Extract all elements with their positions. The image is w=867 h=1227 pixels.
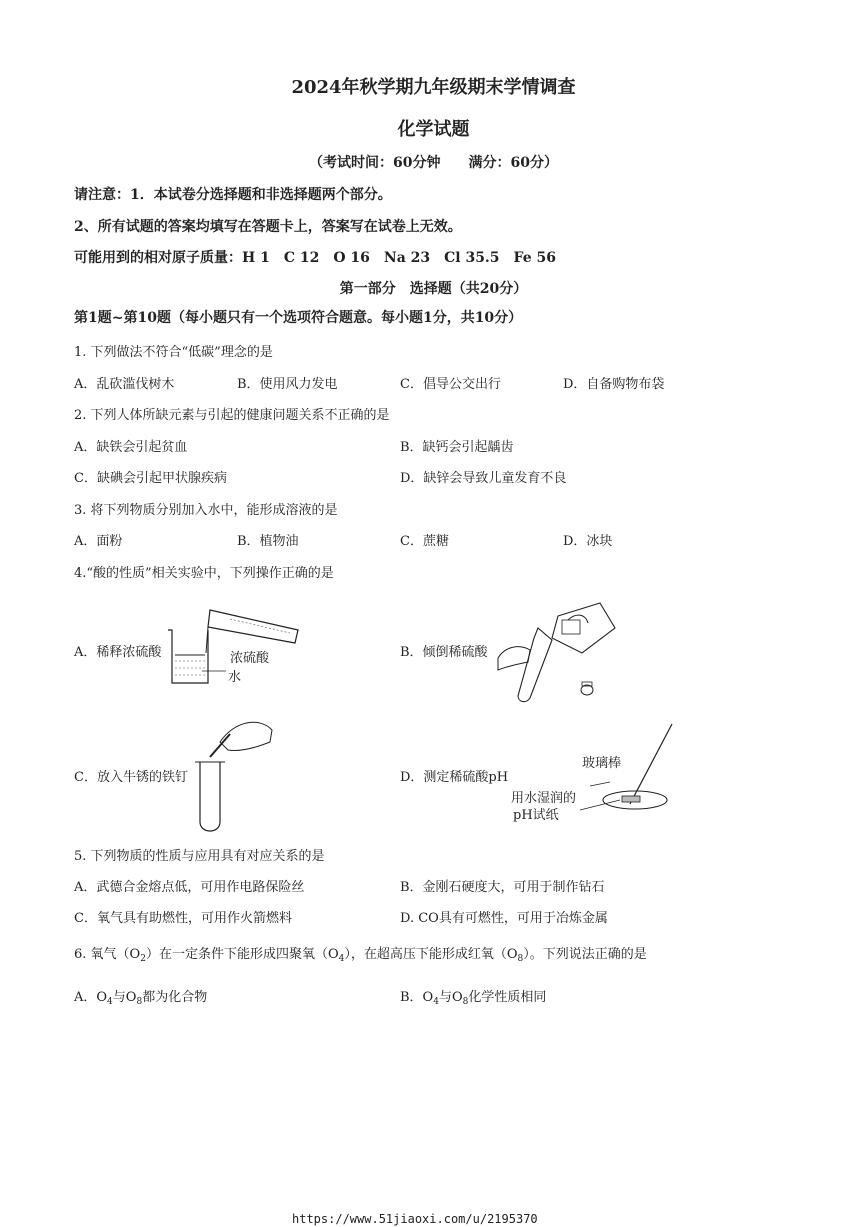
section-title: 第一部分 选择题（共20分） bbox=[339, 281, 528, 297]
q5-option-b: B．金刚石硬度大，可用于制作钻石 bbox=[400, 880, 605, 895]
q6-stem: 6. 氧气$(O_2)$在一定条件下能形成四聚氧$(O_4)$，在超高压下能形成红氧$(O_8)$。下列说法正确的是 bbox=[74, 947, 647, 964]
section-instruction: 第1题~第10题（每小题只有一个选项符合题意。每小题1分，共10分） bbox=[74, 310, 523, 326]
q2-option-b: B．缺钙会引起龋齿 bbox=[400, 440, 514, 455]
q1-stem: 1. 下列做法不符合“低碳”理念的是 bbox=[74, 345, 273, 360]
q4-option-a: A．稀释浓硫酸 bbox=[74, 645, 162, 660]
note-1: 请注意：1．本试卷分选择题和非选择题两个部分。 bbox=[74, 187, 392, 203]
q5-option-c: C．氧气具有助燃性，可用作火箭燃料 bbox=[74, 911, 292, 926]
label-water: 水 bbox=[228, 670, 242, 685]
q5-option-a: A．武德合金熔点低，可用作电路保险丝 bbox=[74, 880, 305, 895]
q3-option-c: C．蔗糖 bbox=[400, 534, 449, 549]
q5-stem: 5. 下列物质的性质与应用具有对应关系的是 bbox=[74, 849, 325, 864]
note-2: 2、所有试题的答案均填写在答题卡上，答案写在试卷上无效。 bbox=[74, 219, 462, 235]
q5-option-d: D. CO具有可燃性，可用于冶炼金属 bbox=[400, 911, 608, 926]
exam-info: （考试时间：60分钟 满分：60分） bbox=[309, 155, 558, 171]
q4-option-b: B．倾倒稀硫酸 bbox=[400, 645, 488, 660]
atomic-mass: 可能用到的相对原子质量：H 1 C 12 O 16 Na 23 Cl 35.5 Fe 56 bbox=[74, 250, 556, 266]
q1-option-c: C．倡导公交出行 bbox=[400, 377, 501, 392]
label-glass-rod: 玻璃棒 bbox=[582, 756, 622, 771]
q4-option-d: D．测定稀硫酸pH bbox=[400, 770, 509, 785]
q3-stem: 3. 将下列物质分别加入水中，能形成溶液的是 bbox=[74, 503, 338, 518]
q2-option-c: C．缺碘会引起甲状腺疾病 bbox=[74, 471, 227, 486]
label-ph-paper-2: pH试纸 bbox=[513, 808, 559, 823]
label-ph-paper-1: 用水湿润的 bbox=[511, 791, 577, 806]
q2-stem: 2. 下列人体所缺元素与引起的健康问题关系不正确的是 bbox=[74, 408, 390, 423]
q4-option-c: C．放入牛锈的铁钉 bbox=[74, 770, 188, 785]
q1-option-d: D．自备购物布袋 bbox=[563, 377, 665, 392]
q3-option-d: D．冰块 bbox=[563, 534, 613, 549]
exam-title: 2024年秋学期九年级期末学情调查 bbox=[291, 77, 576, 98]
q3-option-a: A．面粉 bbox=[74, 534, 123, 549]
q6-option-b: B．$O_4$与$O_8$化学性质相同 bbox=[400, 990, 547, 1007]
q1-option-a: A．乱砍滥伐树木 bbox=[74, 377, 175, 392]
q1-option-b: B．使用风力发电 bbox=[237, 377, 338, 392]
footer-url[interactable]: https://www.51jiaoxi.com/u/2195370 bbox=[292, 1212, 538, 1226]
figure-rusty-nail bbox=[190, 712, 280, 837]
figure-pour-acid bbox=[490, 598, 620, 703]
q3-option-b: B．植物油 bbox=[237, 534, 299, 549]
q6-option-a: A．$O_4$与$O_8$都为化合物 bbox=[74, 990, 208, 1007]
q2-option-d: D．缺锌会导致儿童发育不良 bbox=[400, 471, 567, 486]
label-conc-acid: 浓硫酸 bbox=[230, 651, 270, 666]
exam-subtitle: 化学试题 bbox=[397, 119, 470, 140]
q4-stem: 4.“酸的性质”相关实验中，下列操作正确的是 bbox=[74, 566, 334, 581]
q2-option-a: A．缺铁会引起贫血 bbox=[74, 440, 188, 455]
